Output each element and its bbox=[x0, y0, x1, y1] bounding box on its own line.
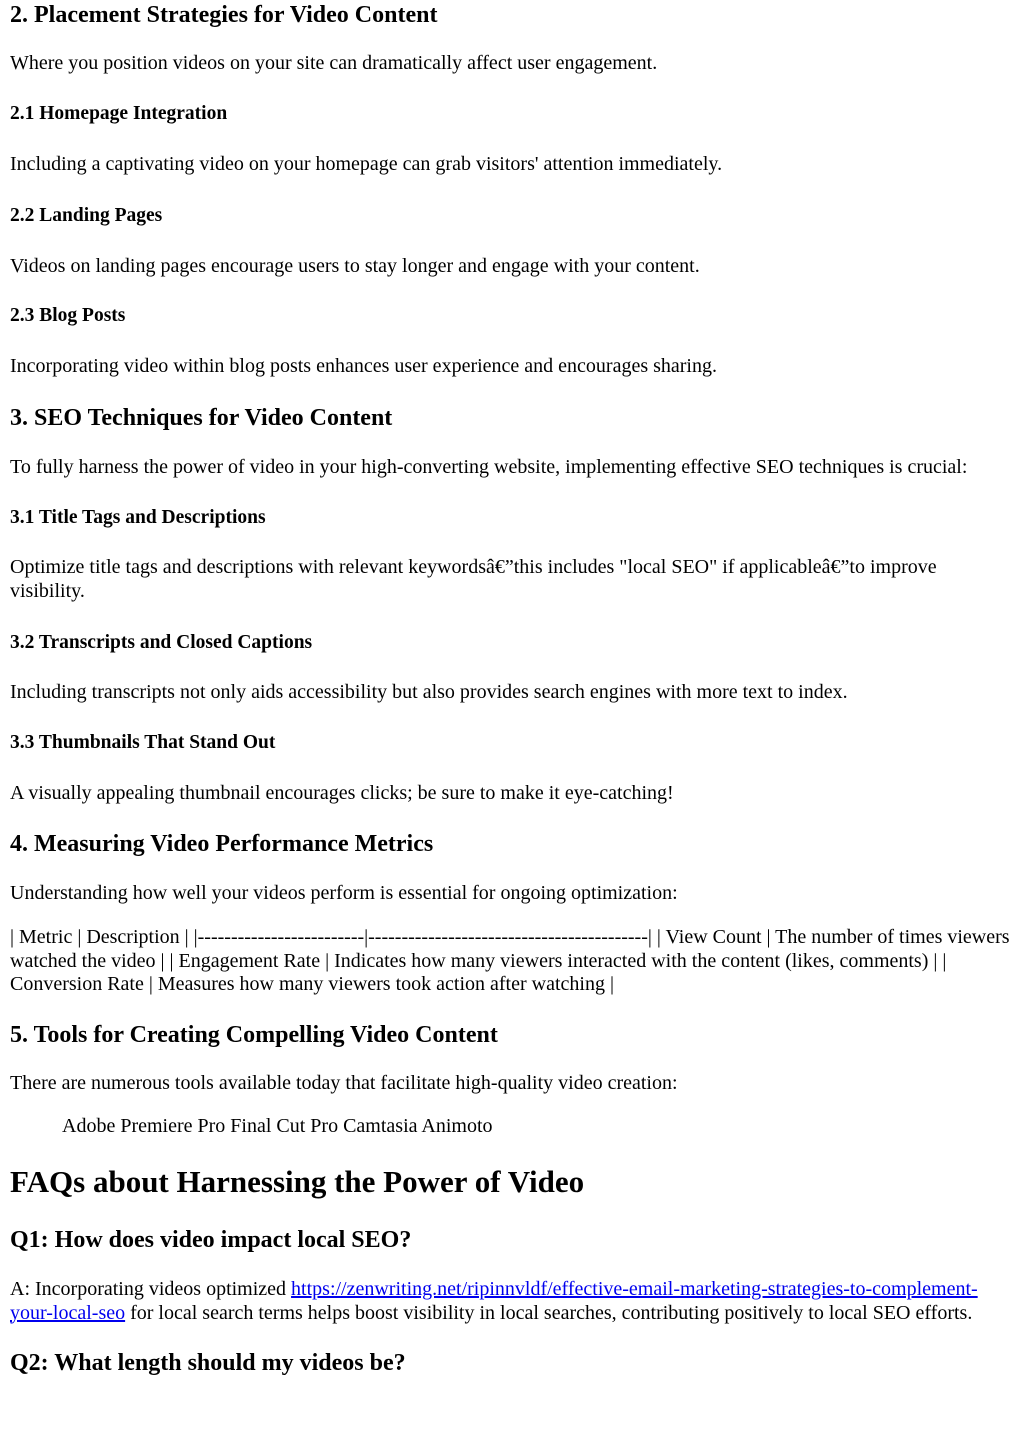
paragraph-landing-pages: Videos on landing pages encourage users to stay longer and engage with your content. bbox=[10, 255, 700, 277]
section-heading-seo: 3. SEO Techniques for Video Content bbox=[10, 405, 393, 431]
local-seo-article-link[interactable]: https://zenwriting.net/ripinnvldf/effective-email-marketing-strategies-to-complement-your-local-seo bbox=[10, 1278, 978, 1324]
subheading-title-tags: 3.1 Title Tags and Descriptions bbox=[10, 507, 266, 528]
faq-answer-1-rest: for local search terms helps boost visibility in local searches, contributing positively to local SEO efforts. bbox=[125, 1301, 973, 1324]
paragraph-homepage: Including a captivating video on your homepage can grab visitors' attention immediately. bbox=[10, 153, 723, 175]
subheading-landing-pages: 2.2 Landing Pages bbox=[10, 205, 163, 226]
section-heading-metrics: 4. Measuring Video Performance Metrics bbox=[10, 831, 434, 857]
faq-heading: FAQs about Harnessing the Power of Video bbox=[10, 1164, 585, 1199]
faq-answer-1-lead: A: Incorporating videos optimized bbox=[10, 1278, 292, 1300]
paragraph-blog-posts: Incorporating video within blog posts enhances user experience and encourages sharing. bbox=[10, 355, 717, 377]
paragraph-transcripts: Including transcripts not only aids accessibility but also provides search engines with more text to index. bbox=[10, 681, 848, 703]
subheading-blog-posts: 2.3 Blog Posts bbox=[10, 305, 126, 326]
tools-list: Adobe Premiere Pro Final Cut Pro Camtasia Animoto bbox=[62, 1115, 493, 1137]
subheading-thumbnails: 3.3 Thumbnails That Stand Out bbox=[10, 732, 276, 753]
paragraph-seo-intro: To fully harness the power of video in your high-converting website, implementing effective SEO techniques is crucial: bbox=[10, 456, 968, 478]
faq-question-1: Q1: How does video impact local SEO? bbox=[10, 1227, 412, 1253]
metrics-table-text: | Metric | Description | |-------------------------|------------------------------------------| | View Count | The number of times viewers watched the video | | Engagement Rate | Indicates how many viewers interacted with the content (likes, comments) | | Conversion Rate | Measures how many viewers took action after watching | bbox=[10, 926, 1010, 995]
paragraph-title-tags: Optimize title tags and descriptions with relevant keywordsâ€”this includes "local SEO" if applicableâ€”to improve visibility. bbox=[10, 556, 937, 602]
section-heading-tools: 5. Tools for Creating Compelling Video Content bbox=[10, 1022, 498, 1048]
paragraph-metrics-intro: Understanding how well your videos perform is essential for ongoing optimization: bbox=[10, 882, 678, 904]
paragraph-thumbnails: A visually appealing thumbnail encourages clicks; be sure to make it eye-catching! bbox=[10, 782, 674, 804]
section-heading-placement: 2. Placement Strategies for Video Content bbox=[10, 2, 438, 28]
subheading-homepage: 2.1 Homepage Integration bbox=[10, 103, 228, 124]
faq-question-2: Q2: What length should my videos be? bbox=[10, 1350, 406, 1376]
paragraph-tools-intro: There are numerous tools available today that facilitate high-quality video creation: bbox=[10, 1072, 678, 1094]
paragraph-placement-intro: Where you position videos on your site can dramatically affect user engagement. bbox=[10, 52, 658, 74]
subheading-transcripts: 3.2 Transcripts and Closed Captions bbox=[10, 632, 313, 653]
faq-answer-1 bbox=[10, 1278, 1014, 1325]
